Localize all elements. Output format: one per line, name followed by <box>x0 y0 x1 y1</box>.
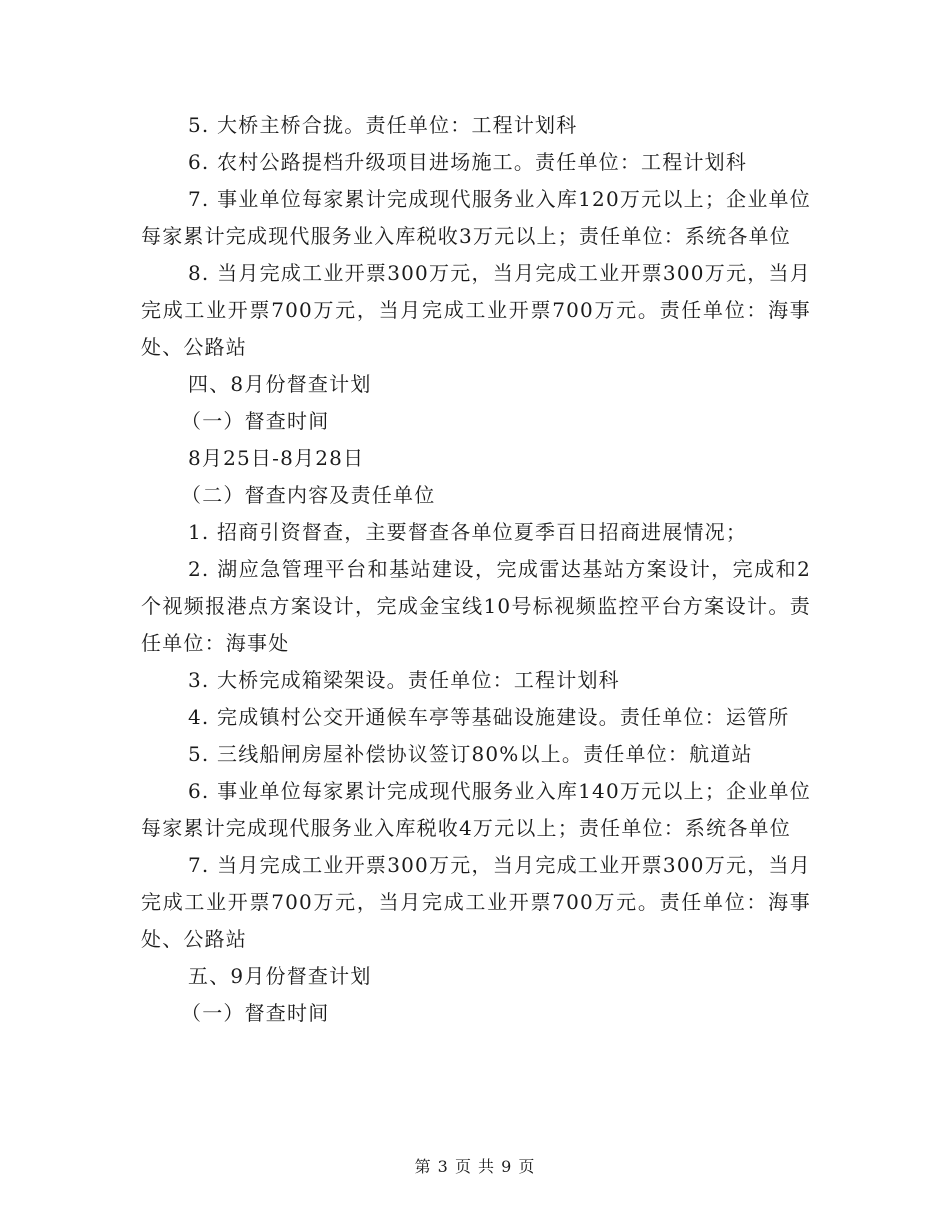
paragraph: 1. 招商引资督查，主要督查各单位夏季百日招商进展情况； <box>188 520 748 544</box>
section-heading: 五、9月份督查计划 <box>188 964 372 988</box>
paragraph: 3. 大桥完成箱梁架设。责任单位：工程计划科 <box>188 668 620 692</box>
paragraph: 4. 完成镇村公交开通候车亭等基础设施建设。责任单位：运管所 <box>188 705 790 729</box>
paragraph: 6. 事业单位每家累计完成现代服务业入库140万元以上；企业单位每家累计完成现代服务业入库税收4万元以上；责任单位：系统各单位 <box>141 779 811 840</box>
paragraph: 8. 当月完成工业开票300万元，当月完成工业开票300万元，当月完成工业开票700万元，当月完成工业开票700万元。责任单位：海事处、公路站 <box>141 261 811 359</box>
paragraph: 5. 三线船闸房屋补偿协议签订80%以上。责任单位：航道站 <box>188 742 753 766</box>
paragraph: 5. 大桥主桥合拢。责任单位：工程计划科 <box>188 113 578 137</box>
paragraph: 7. 当月完成工业开票300万元，当月完成工业开票300万元，当月完成工业开票700万元，当月完成工业开票700万元。责任单位：海事处、公路站 <box>141 853 811 951</box>
paragraph: 7. 事业单位每家累计完成现代服务业入库120万元以上；企业单位每家累计完成现代服务业入库税收3万元以上；责任单位：系统各单位 <box>141 187 811 248</box>
section-heading: 四、8月份督查计划 <box>188 372 372 396</box>
page-footer: 第 3 页 共 9 页 <box>414 1157 536 1176</box>
paragraph: 8月25日-8月28日 <box>188 446 365 470</box>
subsection-heading: （二）督查内容及责任单位 <box>181 483 436 507</box>
document-body <box>141 107 811 1032</box>
subsection-heading: （一）督查时间 <box>181 409 330 433</box>
subsection-heading: （一）督查时间 <box>181 1001 330 1025</box>
paragraph: 6. 农村公路提档升级项目进场施工。责任单位：工程计划科 <box>188 150 748 174</box>
paragraph: 2. 湖应急管理平台和基站建设，完成雷达基站方案设计，完成和2个视频报港点方案设计，完成金宝线10号标视频监控平台方案设计。责任单位：海事处 <box>141 557 811 655</box>
